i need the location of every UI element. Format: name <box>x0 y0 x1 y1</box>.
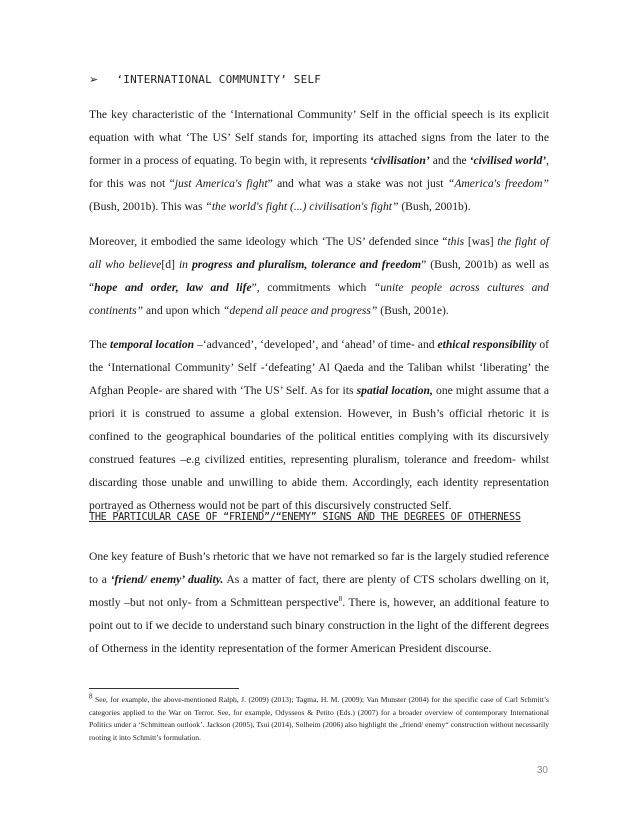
footnote-number: 8 <box>89 692 93 701</box>
footnote-reference[interactable]: 8 <box>338 595 343 604</box>
footnote <box>89 694 549 744</box>
paragraph-1: The key characteristic of the ‘International Community’ Self in the official speech is its explicit equation with what ‘The US’ Self stands for, importing its attached signs from the later to the former in a process of equating. To begin with, it represents ‘civilisation’ and the ‘civilised world’, for this was not “just America's fight” and what was a stake was not just “America's freedom” (Bush, 2001b). This was “the world's fight (...) civilisation's fight” (Bush, 2001b). <box>89 108 550 213</box>
section-heading-international-community <box>89 73 549 86</box>
paragraph-2: Moreover, it embodied the same ideology which ‘The US’ defended since “this [was] the fight of all who believe[d] in progress and pluralism, tolerance and freedom” (Bush, 2001b) as well as “hope and order, law and life”, commitments which “unite people across cultures and continents” and upon which “depend all peace and progress” (Bush, 2001e). <box>89 235 549 317</box>
section-heading-text: ‘INTERNATIONAL COMMUNITY’ SELF <box>116 73 322 86</box>
paragraph-3: The temporal location –‘advanced’, ‘developed’, and ‘ahead’ of time- and ethical responsibility of the ‘International Community’ Self -‘defeating’ Al Qaeda and the Taliban whilst ‘liberating’ the Afghan People- are shared with ‘The US’ Self. As for its spatial location, one might assume that a priori it is construed to assume a global extension. However, in Bush’s official rhetoric it is confined to the geographical boundaries of the political entities complying with its discursively construed features –e.g civilized entities, representing pluralism, tolerance and freedom- whilst discarding those unable and unwilling to abide them. Accordingly, each identity representation portrayed as Otherness would not be part of this discursively constructed Self. <box>89 338 549 512</box>
footnote-divider <box>89 688 239 689</box>
paragraph-4: One key feature of Bush’s rhetoric that we have not remarked so far is the largely studied reference to a ‘friend/ enemy’ duality. As a matter of fact, there are plenty of CTS scholars dwelling on it, mostly –but not only- from a Schmittean perspective$^8$. There is, however, an additional feature to point out to if we decide to understand such binary construction in the light of the different degrees of Otherness in the identity representation of the former American President discourse. <box>89 550 550 655</box>
arrow-bullet-icon: ➢ <box>89 73 99 86</box>
section-heading-friend-enemy: THE PARTICULAR CASE OF “FRIEND”/“ENEMY” SIGNS AND THE DEGREES OF OTHERNESS <box>89 512 521 523</box>
page-number: 30 <box>536 765 548 776</box>
footnote-text: See, for example, the above-mentioned Ralph, J. (2009) (2013); Tagma, H. M. (2009); Van Munster (2004) for the specific case of Carl Schmitt’s categories applied to the War on Terror. See, for example, Odysseos & Petito (Eds.) (2007) for a broader overview of contemporary International Politics under a ‘Schmittean outlook’. Jackson (2005), Tsui (2014), Solheim (2006) also highlight the „friend/ enemy“ construction without necessarily rooting it into Schmitt’s formulation. <box>89 695 549 742</box>
